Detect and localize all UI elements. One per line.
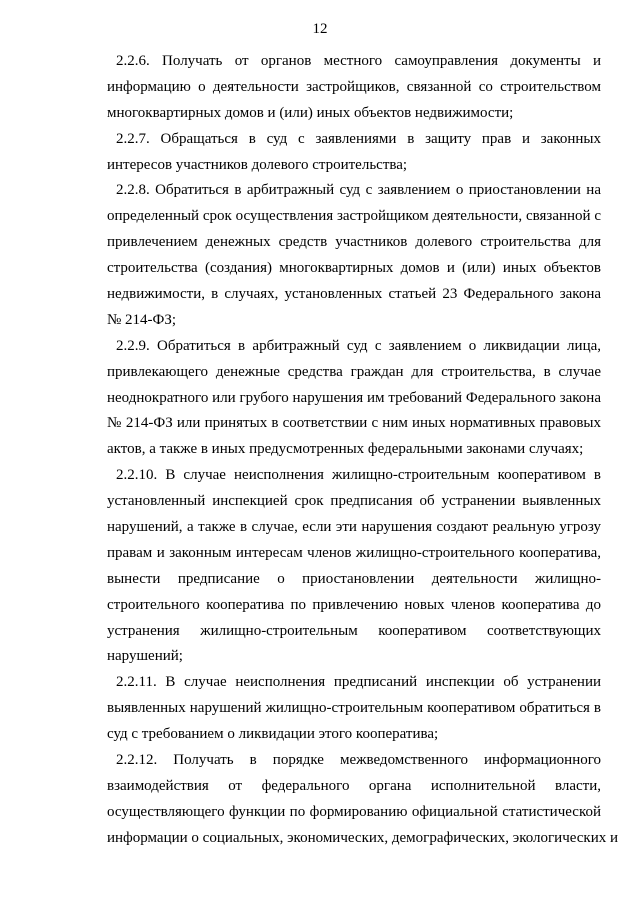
text-line: осуществляющего функции по формированию официальной статистической (107, 803, 601, 820)
paragraph-2-2-11 (107, 670, 601, 748)
text-line: привлекающего денежные средства граждан для строительства, в случае (107, 363, 601, 380)
text-line: правам и законным интересам членов жилищно-строительного кооператива, (107, 544, 601, 561)
text-line: информацию о деятельности застройщиков, связанной со строительством (107, 78, 601, 95)
paragraph-2-2-8 (107, 178, 601, 333)
text-line: неоднократного или грубого нарушения им требований Федерального закона (107, 389, 601, 406)
text-line: нарушений; (107, 648, 183, 665)
text-line: строительного кооператива по привлечению новых членов кооператива до (107, 596, 601, 613)
text-line: 2.2.11. В случае неисполнения предписаний инспекции об устранении (116, 674, 601, 691)
text-line: строительства (создания) многоквартирных домов и (или) иных объектов (107, 260, 601, 277)
document-body (107, 49, 619, 852)
text-line: суд с требованием о ликвидации этого кооператива; (107, 726, 439, 743)
text-line: взаимодействия от федерального органа исполнительной власти, (107, 777, 601, 794)
paragraph-2-2-6 (107, 49, 601, 127)
page-number: 12 (312, 21, 328, 37)
paragraph-2-2-7 (107, 127, 601, 179)
paragraph-2-2-10 (107, 463, 601, 670)
text-line: вынести предписание о приостановлении деятельности жилищно- (107, 570, 601, 587)
text-line: установленный инспекцией срок предписания об устранении выявленных (107, 493, 601, 510)
paragraph-2-2-9 (107, 334, 601, 463)
text-line: 2.2.9. Обратиться в арбитражный суд с заявлением о ликвидации лица, (116, 337, 601, 354)
text-line: № 214-ФЗ; (107, 311, 177, 328)
text-line: устранения жилищно-строительным кооперативом соответствующих (107, 622, 601, 639)
text-line: информации о социальных, экономических, демографических, экологических и (107, 829, 619, 846)
text-line: выявленных нарушений жилищно-строительным кооперативом обратиться в (107, 700, 601, 717)
text-line: интересов участников долевого строительства; (107, 156, 408, 173)
text-line: многоквартирных домов и (или) иных объектов недвижимости; (107, 104, 514, 121)
text-line: № 214-ФЗ или принятых в соответствии с ним иных нормативных правовых (107, 415, 601, 432)
text-line: 2.2.8. Обратиться в арбитражный суд с заявлением о приостановлении на (116, 182, 601, 199)
text-line: недвижимости, в случаях, установленных статьей 23 Федерального закона (107, 286, 601, 303)
text-line: привлечением денежных средств участников долевого строительства для (107, 234, 601, 251)
text-line: 2.2.7. Обращаться в суд с заявлениями в защиту прав и законных (116, 130, 601, 147)
text-line: определенный срок осуществления застройщиком деятельности, связанной с (107, 208, 601, 225)
text-line: 2.2.12. Получать в порядке межведомственного информационного (116, 752, 601, 769)
text-line: 2.2.10. В случае неисполнения жилищно-строительным кооперативом в (116, 467, 601, 484)
text-line: актов, а также в иных предусмотренных федеральными законами случаях; (107, 441, 584, 458)
text-line: 2.2.6. Получать от органов местного самоуправления документы и (116, 53, 601, 69)
paragraph-2-2-12 (107, 748, 619, 852)
text-line: нарушений, а также в случае, если эти нарушения создают реальную угрозу (107, 519, 601, 536)
